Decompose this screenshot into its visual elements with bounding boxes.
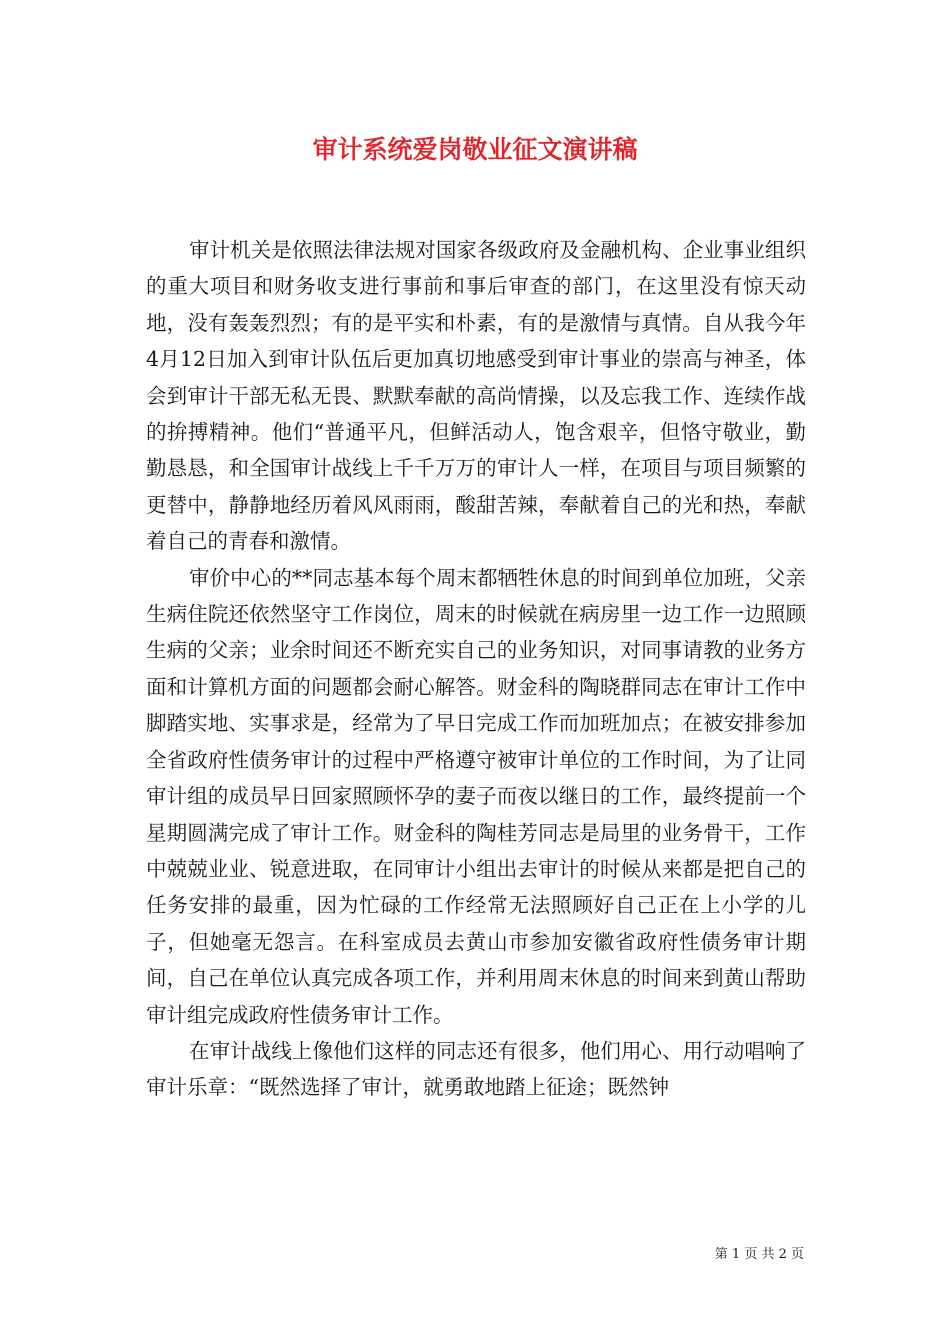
document-body <box>146 232 806 1106</box>
paragraph-2: 审价中心的**同志基本每个周末都牺牲休息的时间到单位加班，父亲生病住院还依然坚守工作岗位，周末的时候就在病房里一边工作一边照顾生病的父亲；业余时间还不断充实自己的业务知识，对同事请教的业务方面和计算机方面的问题都会耐心解答。财金科的陶晓群同志在审计工作中脚踏实地、实事求是，经常为了早日完成工作而加班加点；在被安排参加全省政府性债务审计的过程中严格遵守被审计单位的工作时间，为了让同审计组的成员早日回家照顾怀孕的妻子而夜以继日的工作，最终提前一个星期圆满完成了审计工作。财金科的陶桂芳同志是局里的业务骨干，工作中兢兢业业、锐意进取，在同审计小组出去审计的时候从来都是把自己的任务安排的最重，因为忙碌的工作经常无法照顾好自己正在上小学的儿子，但她毫无怨言。在科室成员去黄山市参加安徽省政府性债务审计期间，自己在单位认真完成各项工作，并利用周末休息的时间来到黄山帮助审计组完成政府性债务审计工作。 <box>146 565 806 1027</box>
paragraph-3: 在审计战线上像他们这样的同志还有很多，他们用心、用行动唱响了审计乐章：“既然选择了审计，就勇敢地踏上征途；既然钟 <box>146 1038 806 1100</box>
page-number-footer: 第 1 页 共 2 页 <box>714 1247 804 1262</box>
document-title: 审计系统爱岗敬业征文演讲稿 <box>312 135 638 164</box>
paragraph-1: 审计机关是依照法律法规对国家各级政府及金融机构、企业事业组织的重大项目和财务收支进行事前和事后审查的部门，在这里没有惊天动地，没有轰轰烈烈；有的是平实和朴素，有的是激情与真情。自从我今年4月12日加入到审计队伍后更加真切地感受到审计事业的崇高与神圣，体会到审计干部无私无畏、默默奉献的高尚情操，以及忘我工作、连续作战的拚搏精神。他们“普通平凡，但鲜活动人，饱含艰辛，但恪守敬业，勤勤恳恳，和全国审计战线上千千万万的审计人一样，在项目与项目频繁的更替中，静静地经历着风风雨雨，酸甜苦辣，奉献着自己的光和热，奉献着自己的青春和激情。 <box>146 238 806 554</box>
